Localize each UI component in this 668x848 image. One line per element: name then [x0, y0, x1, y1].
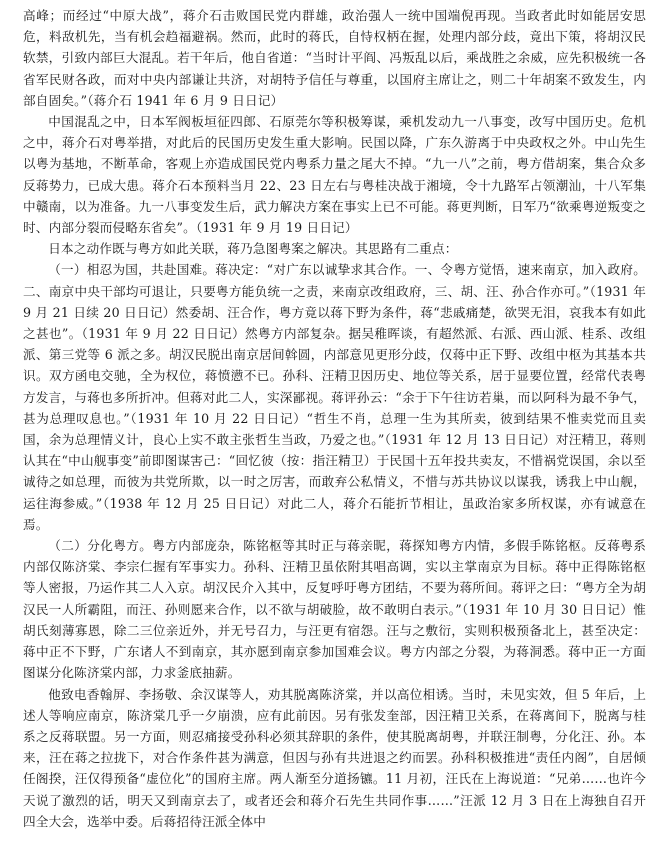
paragraph-2: 中国混乱之中，日本军阀板垣征四郎、石原莞尔等积极筹谋，乘机发动九一八事变，改写中国历史。危机之中，蒋介石对粤举措，对此后的民国历史发生重大影响。民国以降，广东久游离于中央政权之外。中山先生以粤为基地，不断革命，客观上亦造成国民党内粤系力量之尾大不掉。“九一八”之前，粤方借胡案，集合众多反蒋势力，已成大患。蒋介石本预料当月 22、23 日左右与粤桂决战于湘境，令十九路军占领潮汕，十八军集中赣南，以为准备。九一八事变发生后，武力解决方案在事实上已不可能。蒋更判断，日军乃“欲乘粤逆叛变之时、内部分裂而侵略东省矣”。（1931 年 9 月 19 日日记）	[23, 114, 646, 236]
paragraph-6: 他致电香翰屏、李扬敬、余汉谋等人，劝其脱离陈济棠，并以高位相诱。当时，未见实效，但 5 年后，上述人等响应南京，陈济棠几乎一夕崩溃，应有此前因。另有张发奎部，因汪精卫关系，在蒋离间下，脱离与桂系之反蒋联盟。另一方面，则忍痛接受孙科必须其辞职的条件，使其脱离胡粤，并联汪制粤，分化汪、孙。本来，汪在蒋之拉拢下，对合作条件甚为满意，但因与孙有共进退之约而罢。孙科积极推进“责任内阁”，自居倾任阁揆，汪仅得预备“虚位化”的国府主席。两人渐至分道扬镳。11 月初，汪氏在上海说道：“兄弟……也许今天说了激烈的话，明天又到南京去了，或者还会和蒋介石先生共同作事……”汪派 12 月 3 日在上海独自召开四全大会，选举中委。后蒋招待汪派全体中	[23, 686, 646, 829]
paragraph-3: 日本之动作既与粤方如此关联，蒋乃急图粤案之解决。其思路有二重点：	[48, 241, 458, 257]
paragraph-1: 高峰；而经过“中原大战”，蒋介石击败国民党内群雄，政治强人一统中国端倪再现。当政者此时如能居安思危，料敌机先，当有机会趋福避祸。然而，此时的蒋氏，自恃权柄在握，处理内部分歧，竟出下策，将胡汉民软禁，引致内部巨大混乱。若干年后，他自省道：“当时计平阎、冯叛乱以后，乘战胜之余威，应先积极统一各省军民财各政，而对中央内部谦让共济，对胡特予信任与尊重，以国府主席让之，则二十年胡案不致发生，内部自固矣。”（蒋介石 1941 年 6 月 9 日日记）	[23, 8, 646, 108]
paragraph-4: （一）相忍为国，共赴国难。蒋决定：“对广东以诚挚求其合作。一、令粤方觉悟，速来南京，加入政府。二、南京中央干部均可退让，只要粤方能负统一之责，来南京改组政府，三、胡、汪、孙合作亦可。”（1931 年 9 月 21 日续 20 日日记）然委胡、汪合作，粤方竟以蒋下野为条件，蒋“悲戚痛楚，欲哭无泪，哀我本有如此之甚也”。（1931 年 9 月 22 日日记）然粤方内部复杂。据吴稚晖谈，有超然派、右派、西山派、桂系、改组派、第三党等 6 派之多。胡汉民脱出南京居间斡圆，内部意见更形分歧，仅蒋中正下野、改组中枢为其基本共识。双方函电交驰，全为权位，蒋愤懑不已。孙科、汪精卫因历史、地位等关系，居于显要位置，经常代表粤方发言，与蒋也多所折冲。但蒋对此二人，实深鄙视。蒋评孙云：“余于下午往访若巢，而以阿科为最不争气，甚为总理叹息也。”（1931 年 10 月 22 日日记）“哲生不肖，总理一生为其所卖，彼到结果不惟卖党而且卖国，余为总理情义计，良心上实不敢主张哲生当政，乃爱之也。”（1931 年 12 月 13 日日记）对汪精卫，蒋则认其在“中山舰事变”前即图谋害己：“回忆彼（按：指汪精卫）于民国十五年投共卖友，不惜祸党误国，余以至诚待之如总理，而彼为共党所欺，以一时之厉害，而敢弃公私情义，不惜与苏共协议以谋我，诱我上中山舰，运往海参威。”（1938 年 12 月 25 日日记）对此二人，蒋介石能折节相让，虽政治家多所权谋，亦有诚意在焉。	[23, 262, 646, 532]
paragraph-5: （二）分化粤方。粤方内部庞杂，陈铭枢等其时正与蒋亲昵，蒋探知粤方内情，多假手陈铭枢。反蒋粤系内部仅陈济棠、李宗仁握有军事实力。孙科、汪精卫虽依附其唱高调，实以主掌南京为目标。蒋中正得陈铭枢等人密报，乃运作其二人入京。胡汉民介入其中，反复呼吁粤方团结，不要为蒋所间。蒋评之曰：“粤方全为胡汉民一人所霸阻，而汪、孙则愿来合作，以不欲与胡破脸，故不敢明白表示。”（1931 年 10 月 30 日日记）惟胡氏刻薄寡恩，除二三位亲近外，并无号召力，与汪更有宿怨。汪与之敷衍，实则积极预备北上，甚至决定：蒋中正不下野，广东诸人不到南京，其亦愿到南京参加国难会议。粤方内部之分裂，为蒋洞悉。蒋中正一方面图谋分化陈济棠内部，力求釜底抽薪。	[23, 538, 646, 681]
